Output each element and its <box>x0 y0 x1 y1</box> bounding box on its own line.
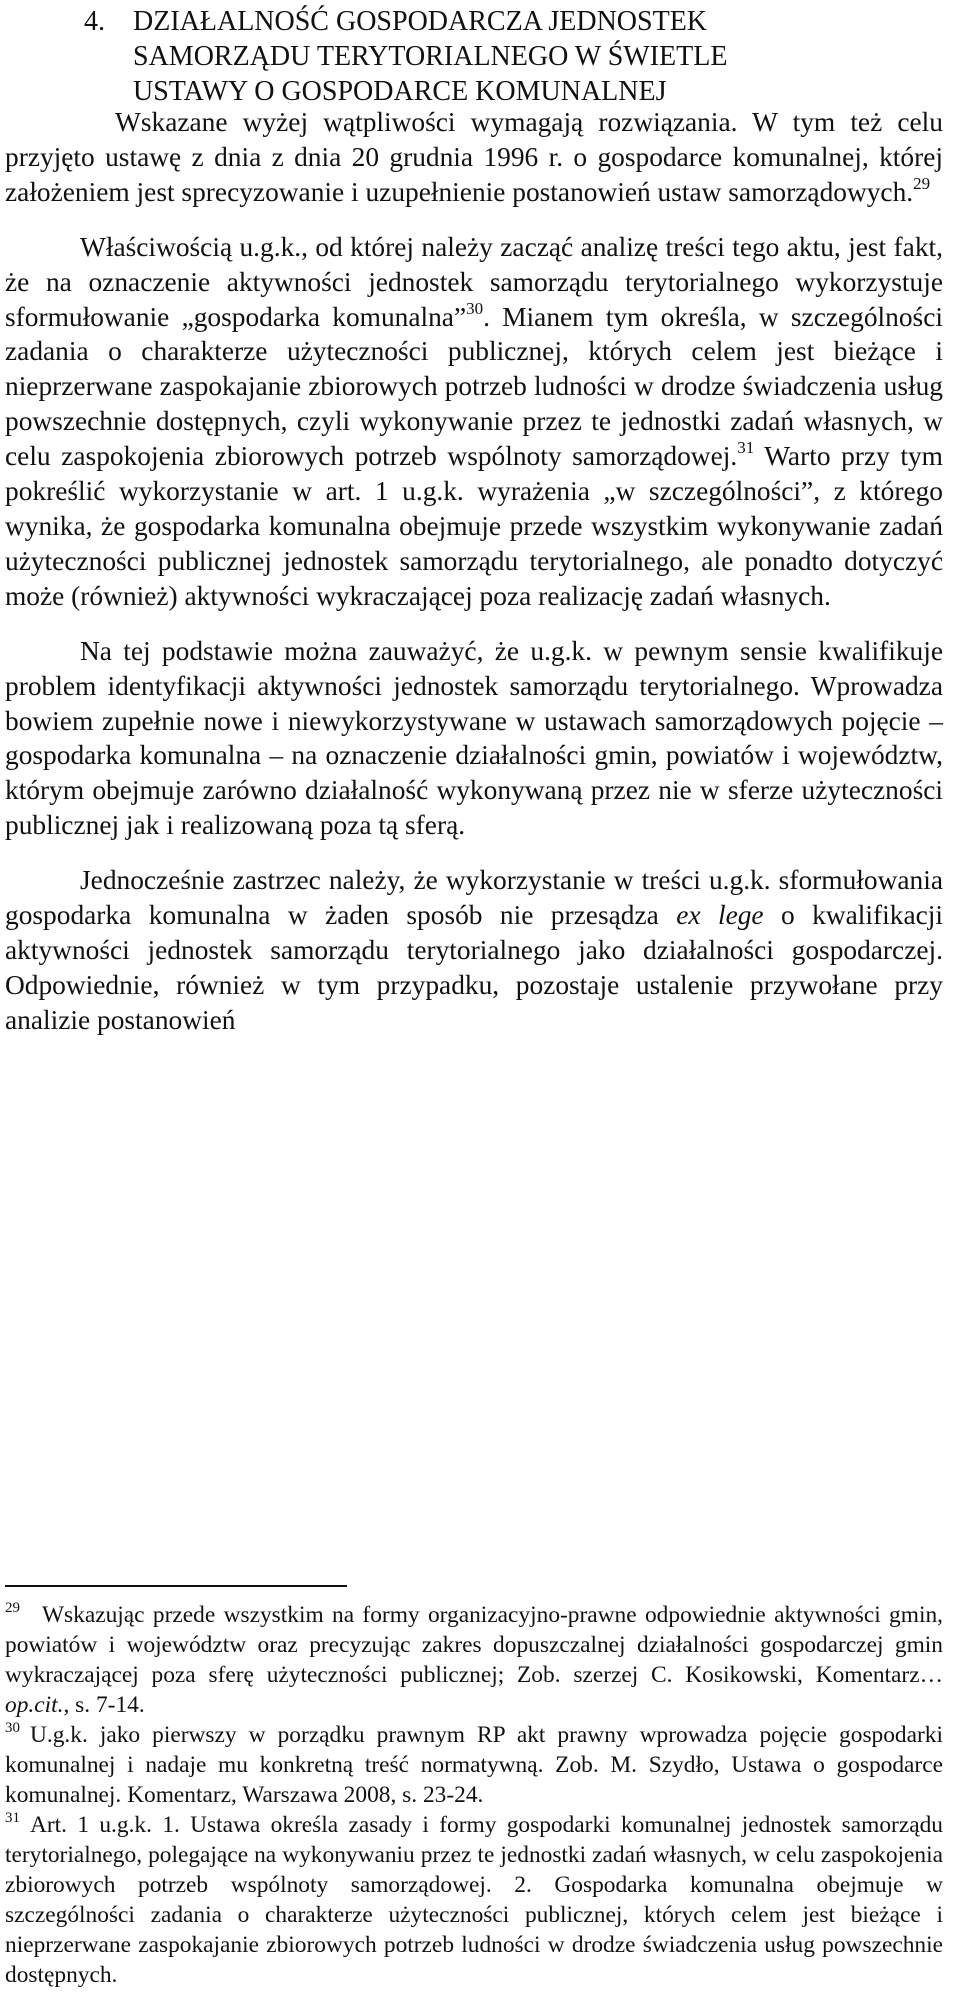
footnote-number: 31 <box>5 1809 20 1826</box>
paragraph-text: o kwalifikacji aktywności jednostek samorządu terytorialnego jako działalności gospodarczej. Odpowiednie, również w tym przypadku, pozostaje ustalenie przywołane przy analizie postanowień <box>5 900 943 1035</box>
paragraph-4 <box>5 863 943 1038</box>
footnote-text: Wskazując przede wszystkim na formy organizacyjno-prawne odpowiednie aktywności gmin, powiatów i województw oraz precyzując zakres dopuszczalnej działalności gospodarczej gmin wykraczającej poza sferę użyteczności publicznej; Zob. szerzej C. Kosikowski, Komentarz… <box>5 1602 943 1688</box>
footnote-text: U.g.k. jako pierwszy w porządku prawnym RP akt prawny wprowadza pojęcie gospodarki komunalnej i nadaje mu konkretną treść normatywną. Zob. M. Szydło, Ustawa o gospodarce komunalnej. Komentarz, Warszawa 2008, s. 23-24. <box>5 1722 943 1808</box>
section-title-line: USTAWY O GOSPODARCE KOMUNALNEJ <box>133 76 667 107</box>
footnote-ref-31[interactable]: 31 <box>737 438 755 458</box>
paragraph-1 <box>5 105 943 210</box>
section-heading <box>84 4 914 109</box>
body-text <box>5 105 943 1038</box>
paragraph-text: . Mianem tym określa, w szczególności zadania o charakterze użyteczności publicznej, których celem jest bieżące i nieprzerwane zaspokajanie zbiorowych potrzeb ludności w drodze świadczenia usług powszechnie dostępnych, czyli wykonywanie przez te jednostki zadań własnych, w celu zaspokojenia zbiorowych potrzeb wspólnoty samorządowej. <box>5 301 943 472</box>
italic-term: ex lege <box>676 900 764 931</box>
section-title-line: SAMORZĄDU TERYTORIALNEGO W ŚWIETLE <box>133 41 728 72</box>
section-title-line: DZIAŁALNOŚĆ GOSPODARCZA JEDNOSTEK <box>133 6 708 37</box>
footnote-31 <box>5 1810 943 1990</box>
footnote-30 <box>5 1720 943 1810</box>
section-number: 4. <box>84 6 105 37</box>
footnote-ref-29[interactable]: 29 <box>913 173 931 193</box>
paragraph-3 <box>5 634 943 843</box>
footnotes <box>5 1600 943 1990</box>
footnote-number: 29 <box>5 1599 20 1616</box>
footnote-text: Art. 1 u.g.k. 1. Ustawa określa zasady i formy gospodarki komunalnej jednostek samorządu terytorialnego, polegające na wykonywaniu przez te jednostki zadań własnych, w celu zaspokojenia zbiorowych potrzeb wspólnoty samorządowej. 2. Gospodarka komunalna obejmuje w szczególności zadania o charakterze użyteczności publicznej, których celem jest bieżące i nieprzerwane zaspokajanie zbiorowych potrzeb ludności w drodze świadczenia usług powszechnie dostępnych. <box>5 1812 943 1988</box>
italic-term: op.cit. <box>5 1692 64 1718</box>
section-title <box>133 4 914 109</box>
paragraph-text: Wskazane wyżej wątpliwości wymagają rozwiązania. W tym też celu przyjęto ustawę z dnia z dnia 20 grudnia 1996 r. o gospodarce komunalnej, której założeniem jest sprecyzowanie i uzupełnienie postanowień ustaw samorządowych. <box>5 107 943 207</box>
paragraph-text: Właściwością u.g.k., od której należy zacząć analizę treści tego aktu, jest fakt, że na oznaczenie aktywności jednostek samorządu terytorialnego wykorzystuje sformułowanie „gospodarka komunalna” <box>5 231 943 332</box>
paragraph-text: Jednocześnie zastrzec należy, że wykorzystanie w treści u.g.k. sformułowania gospodarka komunalna w żaden sposób nie przesądza <box>5 865 943 931</box>
paragraph-text: Na tej podstawie można zauważyć, że u.g.k. w pewnym sensie kwalifikuje problem identyfikacji aktywności jednostek samorządu terytorialnego. Wprowadza bowiem zupełnie nowe i niewykorzystywane w ustawach samorządowych pojęcie – gospodarka komunalna – na oznaczenie działalności gmin, powiatów i województw, którym obejmuje zarówno działalność wykonywaną przez nie w sferze użyteczności publicznej jak i realizowaną poza tą sferą. <box>5 635 943 841</box>
footnote-number: 30 <box>5 1719 20 1736</box>
paragraph-2 <box>5 230 943 614</box>
footnote-text: , s. 7-14. <box>63 1692 145 1718</box>
footnote-ref-30[interactable]: 30 <box>466 298 484 318</box>
footnote-29 <box>5 1600 943 1720</box>
footnote-separator <box>5 1585 347 1587</box>
paragraph-text: Warto przy tym pokreślić wykorzystanie w art. 1 u.g.k. wyrażenia „w szczególności”, z którego wynika, że gospodarka komunalna obejmuje przede wszystkim wykonywanie zadań użyteczności publicznej jednostek samorządu terytorialnego, ale ponadto dotyczyć może (również) aktywności wykraczającej poza realizację zadań własnych. <box>5 441 943 611</box>
